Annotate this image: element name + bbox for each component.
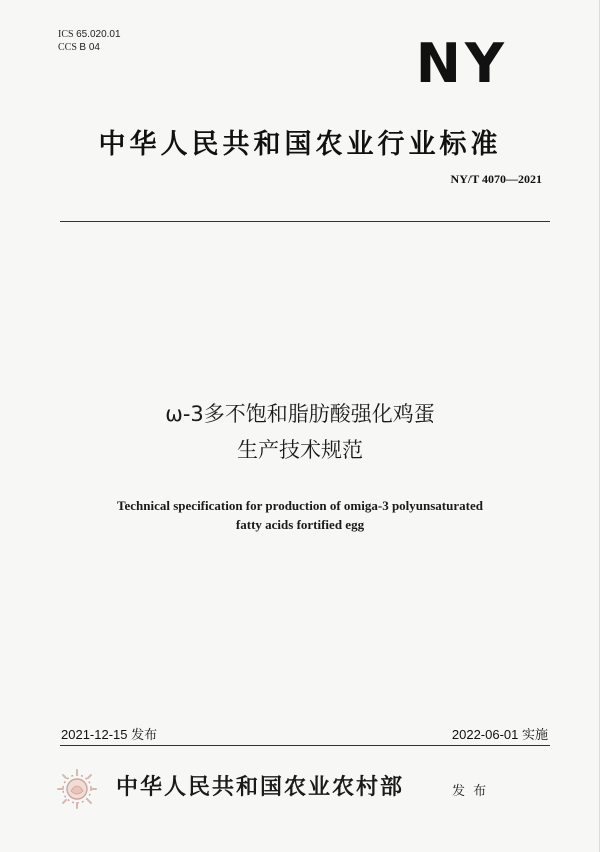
ccs-code: B 04 (79, 42, 100, 53)
ics-label: ICS (58, 29, 74, 40)
classification-codes (58, 28, 121, 54)
english-title (0, 496, 600, 534)
chinese-title-line-1: ω-3多不饱和脂肪酸强化鸡蛋 (165, 402, 435, 426)
top-divider (60, 221, 550, 222)
english-title-line-1: Technical specification for production of omiga-3 polyunsaturated (117, 498, 483, 513)
standard-mark: NY (415, 32, 508, 95)
standard-number: NY/T 4070—2021 (450, 172, 542, 186)
issue-date: 2021-12-15 发布 (61, 727, 158, 742)
ics-code: 65.020.01 (76, 29, 121, 40)
chinese-title (0, 396, 600, 468)
english-title-line-2: fatty acids fortified egg (235, 517, 365, 532)
standard-type-title: 中华人民共和国农业行业标准 (98, 129, 502, 160)
chinese-title-line-2: 生产技术规范 (237, 438, 363, 462)
implementation-date: 2022-06-01 实施 (451, 727, 548, 742)
publish-label: 发 布 (452, 784, 489, 799)
ics-line (58, 28, 121, 41)
ministry-emblem-icon (55, 767, 99, 811)
publisher-name: 中华人民共和国农业农村部 (116, 775, 405, 800)
bottom-divider (60, 745, 550, 746)
ccs-label: CCS (58, 42, 77, 53)
ccs-line (58, 41, 121, 54)
